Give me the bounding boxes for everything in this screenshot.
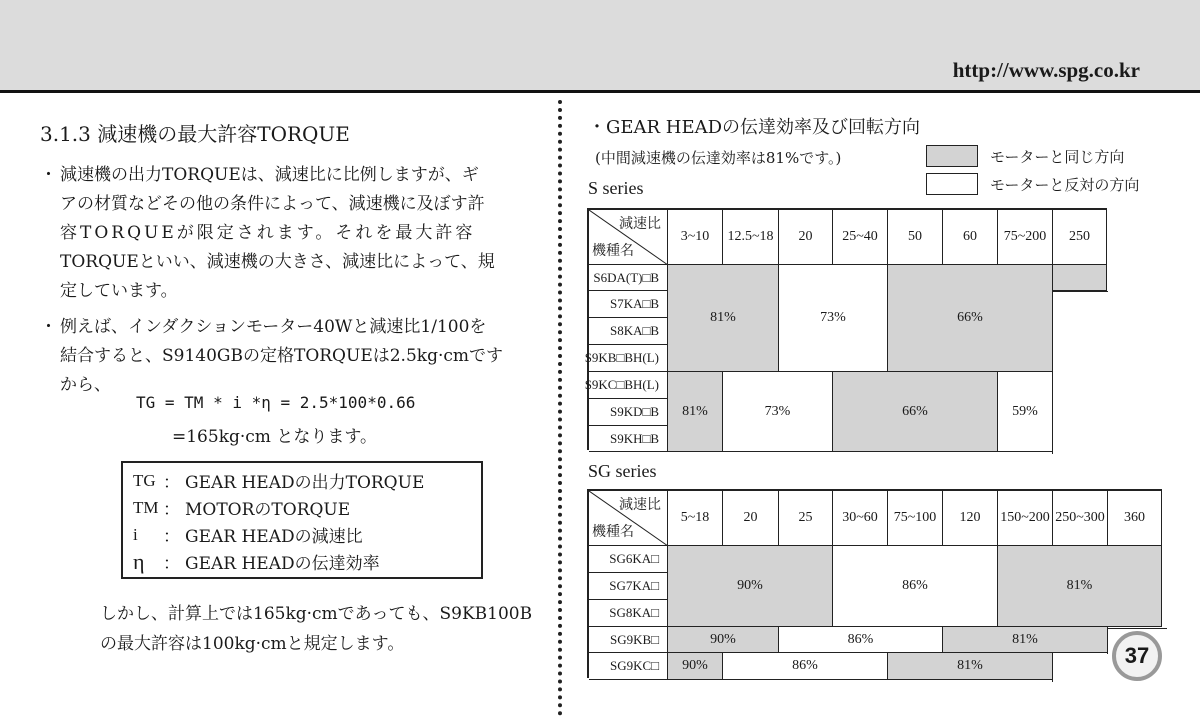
- efficiency-cell: 90%: [668, 627, 779, 653]
- efficiency-cell: 81%: [668, 265, 779, 372]
- model-label: S8KA□B: [589, 318, 668, 345]
- legend-text: MOTORのTORQUE: [185, 500, 351, 520]
- ratio-header: 50: [888, 210, 943, 265]
- key-label-opposite: モーターと反対の方向: [990, 176, 1140, 194]
- text-line: TORQUEといい、減速機の大きさ、減速比によって、規: [60, 252, 495, 272]
- legend-text: GEAR HEADの伝達効率: [185, 554, 380, 574]
- efficiency-cell: 59%: [998, 372, 1053, 452]
- text-line: から、: [60, 375, 111, 395]
- bullet-dot: ・: [40, 317, 57, 337]
- ratio-header: 12.5~18: [723, 210, 779, 265]
- text-line: 定しています。: [60, 281, 178, 301]
- empty-cell-area: [1052, 291, 1108, 374]
- legend-colon: ：: [163, 554, 180, 574]
- model-label: SG7KA□: [589, 573, 668, 600]
- header-rule: [0, 90, 1200, 93]
- model-label: S9KH□B: [589, 426, 668, 452]
- s-series-table: [584, 208, 1107, 450]
- model-label: SG9KC□: [589, 653, 668, 680]
- text-line: 容TORQUEが限定されます。それを最大許容: [60, 223, 476, 243]
- site-url[interactable]: http://www.spg.co.kr: [952, 58, 1140, 82]
- model-label: S7KA□B: [589, 291, 668, 318]
- key-swatch-same: [926, 145, 978, 167]
- model-label: SG9KB□: [589, 627, 668, 653]
- bullet-torque-explanation: [40, 161, 540, 306]
- legend-symbol: i: [133, 524, 138, 544]
- ratio-header: 5~18: [668, 491, 723, 546]
- ratio-header: 75~200: [998, 210, 1053, 265]
- ratio-header: 25~40: [833, 210, 888, 265]
- s-series-label: S series: [588, 178, 644, 198]
- efficiency-cell: 90%: [668, 653, 723, 680]
- efficiency-cell: 86%: [779, 627, 943, 653]
- legend-row: [133, 467, 471, 494]
- efficiency-cell: 81%: [668, 372, 723, 452]
- legend-row: [133, 548, 471, 575]
- ratio-header: 75~100: [888, 491, 943, 546]
- legend-text: GEAR HEADの出力TORQUE: [185, 473, 425, 493]
- efficiency-cell: 73%: [723, 372, 833, 452]
- bullet-dot: ・: [40, 165, 57, 185]
- header-model-label: 機種名: [592, 524, 634, 540]
- key-label-same: モーターと同じ方向: [990, 148, 1125, 166]
- model-label: SG8KA□: [589, 600, 668, 627]
- ratio-header: 120: [943, 491, 998, 546]
- efficiency-cell: 66%: [833, 372, 998, 452]
- ratio-header: 3~10: [668, 210, 723, 265]
- legend-symbol: η: [133, 548, 145, 574]
- ratio-header: 20: [779, 210, 833, 265]
- legend-symbol: TM: [133, 497, 159, 517]
- header-model-label: 機種名: [592, 243, 634, 259]
- table-corner-header: [589, 491, 668, 546]
- legend-text: GEAR HEADの減速比: [185, 527, 363, 547]
- legend-colon: ：: [163, 473, 180, 493]
- text-line: アの材質などその他の条件によって、減速機に及ぼす許: [60, 194, 485, 214]
- sg-series-table: [587, 489, 1162, 678]
- model-label: S9KC□BH(L): [589, 372, 668, 399]
- model-label: S9KB□BH(L): [589, 345, 668, 372]
- symbol-legend-box: [121, 461, 483, 579]
- efficiency-cell: 73%: [779, 265, 888, 372]
- efficiency-cell: 81%: [943, 627, 1108, 653]
- ratio-header: 60: [943, 210, 998, 265]
- efficiency-cell: 66%: [888, 265, 1053, 372]
- model-label: S6DA(T)□B: [589, 265, 668, 291]
- header-ratio-label: 減速比: [619, 216, 661, 232]
- ratio-header: 25: [779, 491, 833, 546]
- text-line: しかし、計算上では165kg·cmであっても、S9KB100B: [100, 604, 533, 624]
- ratio-header: 360: [1108, 491, 1162, 546]
- legend-row: [133, 494, 471, 521]
- model-label: S9KD□B: [589, 399, 668, 426]
- section-title: 3.1.3 減速機の最大許容TORQUE: [40, 122, 350, 146]
- model-label: SG6KA□: [589, 546, 668, 573]
- empty-cell-area: [1052, 654, 1110, 682]
- sg-series-label: SG series: [588, 461, 657, 481]
- legend-colon: ：: [163, 500, 180, 520]
- efficiency-cell: 86%: [723, 653, 888, 680]
- legend-symbol: TG: [133, 470, 156, 490]
- bullet-example: [40, 313, 540, 400]
- ratio-header: 250: [1053, 210, 1107, 265]
- ratio-header: 20: [723, 491, 779, 546]
- efficiency-subtitle: (中間減速機の伝達効率は81%です。): [595, 149, 842, 167]
- text-line: の最大許容は100kg·cmと規定します。: [100, 634, 405, 654]
- text-line: 例えば、インダクションモーター40Wと減速比1/100を: [60, 317, 487, 337]
- ratio-header: 30~60: [833, 491, 888, 546]
- note-paragraph: [100, 599, 570, 659]
- efficiency-title: ・GEAR HEADの伝達効率及び回転方向: [588, 117, 921, 138]
- efficiency-cell: 81%: [888, 653, 1053, 680]
- text-line: 減速機の出力TORQUEは、減速比に比例しますが、ギ: [60, 165, 479, 185]
- formula-line-2: =165kg·cm となります。: [172, 427, 377, 447]
- ratio-header: 250~300: [1053, 491, 1108, 546]
- efficiency-cell: 90%: [668, 546, 833, 627]
- key-swatch-opposite: [926, 173, 978, 195]
- efficiency-cell: 81%: [998, 546, 1162, 627]
- efficiency-cell: 86%: [833, 546, 998, 627]
- page-number-badge: 37: [1112, 631, 1162, 681]
- legend-colon: ：: [163, 527, 180, 547]
- formula-line-1: TG = TM * i *η = 2.5*100*0.66: [136, 393, 416, 412]
- legend-row: [133, 521, 471, 548]
- efficiency-cell-top-250: [1053, 265, 1107, 291]
- text-line: 結合すると、S9140GBの定格TORQUEは2.5kg·cmです: [60, 346, 503, 366]
- table-corner-header: [589, 210, 668, 265]
- empty-cell-area: [1052, 374, 1110, 454]
- header-ratio-label: 減速比: [619, 497, 661, 513]
- ratio-header: 150~200: [998, 491, 1053, 546]
